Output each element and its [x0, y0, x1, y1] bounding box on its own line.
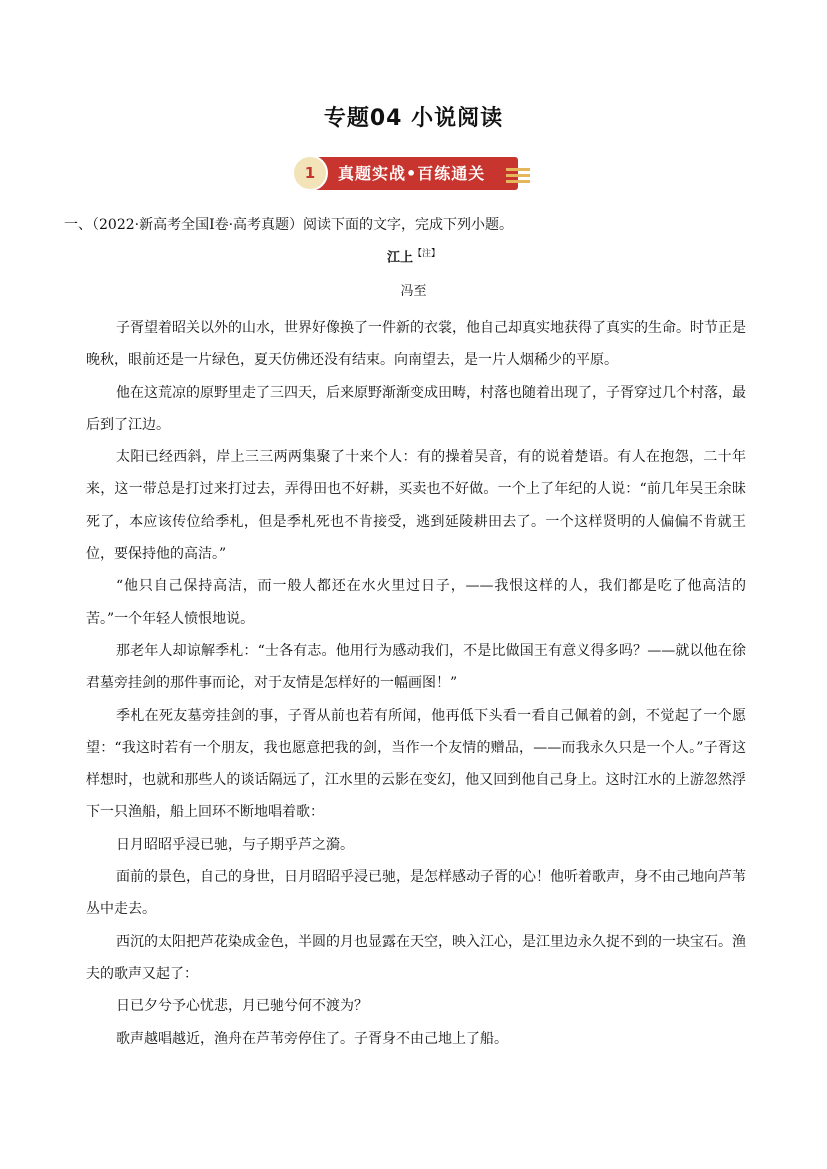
- story-title: [0, 246, 827, 265]
- song-line: 日月昭昭乎浸已驰，与子期乎芦之漪。: [116, 836, 354, 853]
- paragraph: 季札在死友墓旁挂剑的事，子胥从前也若有所闻，他再低下头看一看自己佩着的剑，不觉起了一个愿望：“我这时若有一个朋友，我也愿意把我的剑，当作一个友情的赠品，——而我永久只是一个人。”子胥这样想时，也就和那些人的谈话隔远了，江水里的云影在变幻，他又回到他自己身上。这时江水的上游忽然浮下一只渔船，船上回环不断地唱着歌：: [86, 707, 746, 821]
- paragraph: 那老年人却谅解季札：“士各有志。他用行为感动我们，不是比做国王有意义得多吗？——就以他在徐君墓旁挂剑的那件事而论，对于友情是怎样好的一幅画图！”: [86, 642, 746, 692]
- page-title: 专题04 小说阅读: [323, 106, 504, 131]
- question-prompt: 一、（2022·新高考全国Ⅰ卷·高考真题）阅读下面的文字，完成下列小题。: [64, 217, 514, 233]
- paragraph: “他只自己保持高洁，而一般人都还在水火里过日子，——我恨这样的人，我们都是吃了他高洁的苦。”一个年轻人愤恨地说。: [86, 578, 746, 627]
- paragraph: 西沉的太阳把芦花染成金色，半圆的月也显露在天空，映入江心，是江里边永久捉不到的一块宝石。渔夫的歌声又起了：: [86, 933, 746, 982]
- paragraph: 面前的景色，自己的身世，日月昭昭乎浸已驰，是怎样感动子胥的心！他听着歌声，身不由己地向芦苇丛中走去。: [86, 869, 746, 918]
- paragraph: 太阳已经西斜，岸上三三两两集聚了十来个人：有的操着吴音，有的说着楚语。有人在抱怨，二十年来，这一带总是打过来打过去，弄得田也不好耕，买卖也不好做。一个上了年纪的人说：“前几年吴王余昧死了，本应该传位给季札，但是季札死也不肯接受，逃到延陵耕田去了。一个这样贤明的人偏偏不肯就王位，要保持他的高洁。”: [86, 449, 746, 563]
- story-body: [86, 312, 746, 1055]
- story-author: 冯至: [400, 284, 427, 299]
- song-line: 日已夕兮予心忧悲，月已驰兮何不渡为？: [116, 998, 368, 1015]
- section-banner: [292, 153, 532, 193]
- story-title-text: 江上: [386, 250, 413, 266]
- story-title-footnote: 【注】: [413, 249, 441, 259]
- banner-stripes-icon: [506, 168, 530, 188]
- paragraph: 他在这荒凉的原野里走了三四天，后来原野渐渐变成田畴，村落也随着出现了，子胥穿过几个村落，最后到了江边。: [86, 384, 746, 433]
- paragraph: 歌声越唱越近，渔舟在芦苇旁停住了。子胥身不由己地上了船。: [116, 1030, 508, 1047]
- paragraph: 子胥望着昭关以外的山水，世界好像换了一件新的衣裳，他自己却真实地获得了真实的生命。时节正是晚秋，眼前还是一片绿色，夏天仿佛还没有结束。向南望去，是一片人烟稀少的平原。: [86, 320, 746, 369]
- banner-number-badge: 1: [292, 155, 328, 191]
- banner-label: 真题实战•百练通关: [338, 164, 486, 183]
